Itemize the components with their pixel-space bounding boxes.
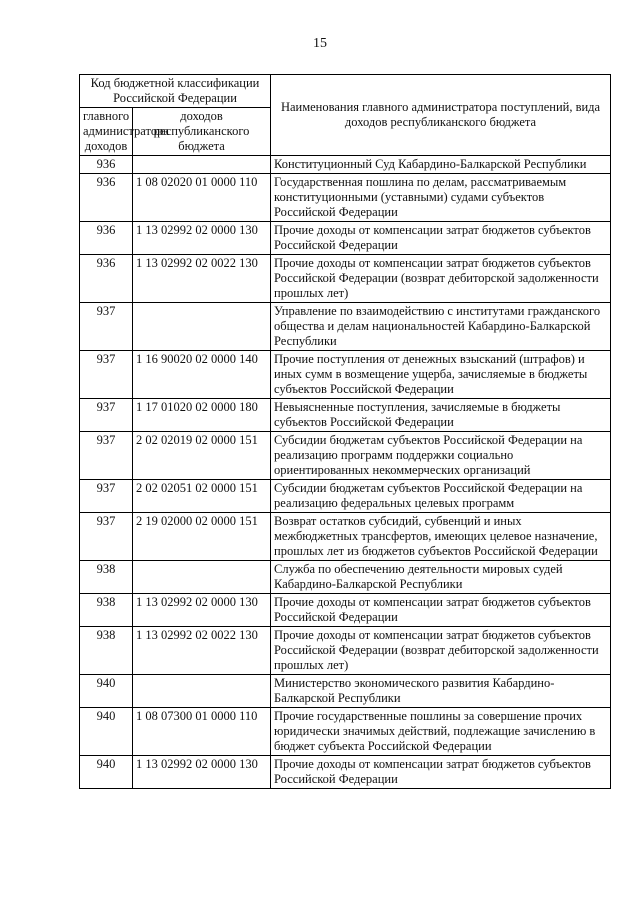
revenue-code-cell: 2 02 02051 02 0000 151 [133, 480, 271, 513]
revenue-code-cell: 1 08 07300 01 0000 110 [133, 708, 271, 756]
table-body [80, 156, 611, 789]
admin-code-cell: 937 [80, 432, 133, 480]
header-revenue-code: доходов республиканского бюджета [133, 108, 271, 156]
revenue-name-cell: Прочие доходы от компенсации затрат бюджетов субъектов Российской Федерации (возврат дебиторской задолженности прошлых лет) [271, 255, 611, 303]
revenue-name-cell: Прочие доходы от компенсации затрат бюджетов субъектов Российской Федерации [271, 222, 611, 255]
revenue-name-cell: Невыясненные поступления, зачисляемые в бюджеты субъектов Российской Федерации [271, 399, 611, 432]
table-row [80, 594, 611, 627]
revenue-name-cell: Управление по взаимодействию с институтами гражданского общества и делам национальностей Кабардино-Балкарской Республики [271, 303, 611, 351]
revenue-code-cell [133, 156, 271, 174]
admin-code-cell: 937 [80, 513, 133, 561]
header-name: Наименования главного администратора поступлений, вида доходов республиканского бюджета [271, 75, 611, 156]
table-row [80, 303, 611, 351]
revenue-code-cell: 2 02 02019 02 0000 151 [133, 432, 271, 480]
admin-code-cell: 937 [80, 480, 133, 513]
revenue-code-cell: 1 13 02992 02 0000 130 [133, 594, 271, 627]
table-row [80, 480, 611, 513]
revenue-code-cell: 1 08 02020 01 0000 110 [133, 174, 271, 222]
admin-code-cell: 936 [80, 255, 133, 303]
admin-code-cell: 938 [80, 594, 133, 627]
admin-code-cell: 938 [80, 561, 133, 594]
table-row [80, 156, 611, 174]
admin-code-cell: 940 [80, 708, 133, 756]
table-row [80, 255, 611, 303]
revenue-name-cell: Прочие доходы от компенсации затрат бюджетов субъектов Российской Федерации [271, 594, 611, 627]
revenue-name-cell: Возврат остатков субсидий, субвенций и иных межбюджетных трансфертов, имеющих целевое назначение, прошлых лет из бюджетов субъектов Российской Федерации [271, 513, 611, 561]
revenue-name-cell: Субсидии бюджетам субъектов Российской Федерации на реализацию федеральных целевых программ [271, 480, 611, 513]
admin-code-cell: 937 [80, 303, 133, 351]
revenue-name-cell: Прочие доходы от компенсации затрат бюджетов субъектов Российской Федерации (возврат дебиторской задолженности прошлых лет) [271, 627, 611, 675]
revenue-code-cell: 1 13 02992 02 0000 130 [133, 222, 271, 255]
table-row [80, 675, 611, 708]
revenue-code-cell [133, 303, 271, 351]
revenue-code-cell [133, 561, 271, 594]
table-row [80, 399, 611, 432]
table-row [80, 513, 611, 561]
revenue-code-cell: 1 13 02992 02 0022 130 [133, 627, 271, 675]
revenue-code-cell: 1 17 01020 02 0000 180 [133, 399, 271, 432]
table-row [80, 432, 611, 480]
admin-code-cell: 937 [80, 351, 133, 399]
revenue-name-cell: Государственная пошлина по делам, рассматриваемым конституционными (уставными) судами субъектов Российской Федерации [271, 174, 611, 222]
revenue-name-cell: Министерство экономического развития Кабардино-Балкарской Республики [271, 675, 611, 708]
revenue-code-cell [133, 675, 271, 708]
revenue-name-cell: Конституционный Суд Кабардино-Балкарской Республики [271, 156, 611, 174]
table-row [80, 756, 611, 789]
admin-code-cell: 936 [80, 156, 133, 174]
revenue-code-cell: 2 19 02000 02 0000 151 [133, 513, 271, 561]
revenue-name-cell: Субсидии бюджетам субъектов Российской Федерации на реализацию программ поддержки социально ориентированных некоммерческих организаций [271, 432, 611, 480]
header-admin-code: главного администратора доходов [80, 108, 133, 156]
admin-code-cell: 940 [80, 756, 133, 789]
table-row [80, 708, 611, 756]
admin-code-cell: 938 [80, 627, 133, 675]
revenue-name-cell: Прочие поступления от денежных взысканий (штрафов) и иных сумм в возмещение ущерба, зачисляемые в бюджеты субъектов Российской Федерации [271, 351, 611, 399]
page-number: 15 [313, 36, 327, 51]
header-classification-code: Код бюджетной классификации Российской Федерации [80, 75, 271, 108]
table-row [80, 174, 611, 222]
table-row [80, 561, 611, 594]
revenue-code-cell: 1 13 02992 02 0022 130 [133, 255, 271, 303]
revenue-name-cell: Прочие государственные пошлины за совершение прочих юридически значимых действий, подлежащие зачислению в бюджет субъекта Российской Федерации [271, 708, 611, 756]
admin-code-cell: 937 [80, 399, 133, 432]
admin-code-cell: 940 [80, 675, 133, 708]
table-row [80, 627, 611, 675]
revenue-code-cell: 1 16 90020 02 0000 140 [133, 351, 271, 399]
revenue-code-cell: 1 13 02992 02 0000 130 [133, 756, 271, 789]
table-row [80, 351, 611, 399]
admin-code-cell: 936 [80, 222, 133, 255]
admin-code-cell: 936 [80, 174, 133, 222]
revenue-name-cell: Служба по обеспечению деятельности мировых судей Кабардино-Балкарской Республики [271, 561, 611, 594]
revenue-name-cell: Прочие доходы от компенсации затрат бюджетов субъектов Российской Федерации [271, 756, 611, 789]
table-row [80, 222, 611, 255]
budget-classification-table [79, 74, 611, 789]
